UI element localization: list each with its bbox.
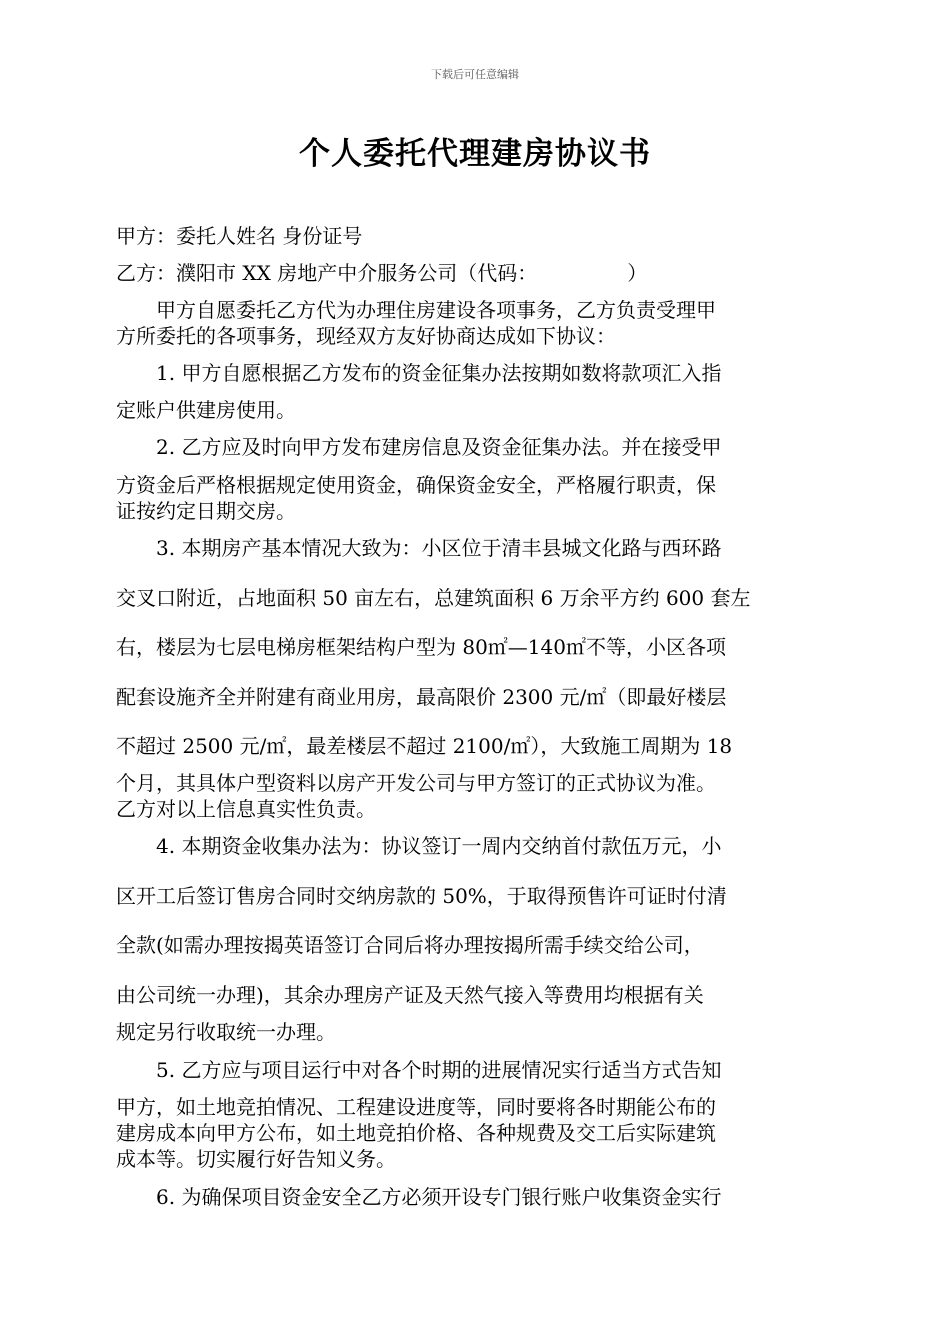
clause-5-line: 甲方，如土地竞拍情况、工程建设进度等，同时要将各时期能公布的	[116, 1095, 716, 1119]
clause-2-line: 证按约定日期交房。	[116, 499, 296, 523]
clause-4-line: 4. 本期资金收集办法为：协议签订一周内交纳首付款伍万元，小	[116, 834, 722, 858]
clause-3-line: 3. 本期房产基本情况大致为：小区位于清丰县城文化路与西环路	[116, 536, 722, 560]
clause-5-line: 成本等。切实履行好告知义务。	[116, 1147, 396, 1171]
clause-3-line: 个月，其具体户型资料以房产开发公司与甲方签订的正式协议为准。	[116, 771, 716, 795]
party-b-line: 乙方：濮阳市 XX 房地产中介服务公司（代码： ）	[116, 261, 648, 285]
clause-4-line: 全款(如需办理按揭英语签订合同后将办理按揭所需手续交给公司，	[116, 933, 704, 957]
clause-3-line: 配套设施齐全并附建有商业用房，最高限价 2300 元/㎡（即最好楼层	[116, 685, 727, 709]
clause-1-line: 1. 甲方自愿根据乙方发布的资金征集办法按期如数将款项汇入指	[116, 361, 722, 385]
clause-3-line: 不超过 2500 元/㎡，最差楼层不超过 2100/㎡），大致施工周期为 18	[116, 734, 733, 758]
clause-6-line: 6. 为确保项目资金安全乙方必须开设专门银行账户收集资金实行	[116, 1185, 722, 1209]
clause-5-line: 5. 乙方应与项目运行中对各个时期的进展情况实行适当方式告知	[116, 1058, 722, 1082]
clause-2-line: 方资金后严格根据规定使用资金，确保资金安全，严格履行职责，保	[116, 473, 716, 497]
intro-line: 甲方自愿委托乙方代为办理住房建设各项事务，乙方负责受理甲	[116, 298, 716, 322]
clause-5-line: 建房成本向甲方公布，如土地竞拍价格、各种规费及交工后实际建筑	[116, 1121, 716, 1145]
clause-4-line: 区开工后签订售房合同时交纳房款的 50%，于取得预售许可证时付清	[116, 884, 727, 908]
clause-4-line: 规定另行收取统一办理。	[116, 1020, 336, 1044]
document-title: 个人委托代理建房协议书	[299, 136, 651, 172]
clause-1-line: 定账户供建房使用。	[116, 398, 296, 422]
clause-4-line: 由公司统一办理)，其余办理房产证及天然气接入等费用均根据有关	[116, 983, 704, 1007]
page-header: 下载后可任意编辑	[431, 68, 519, 81]
clause-3-line: 交叉口附近，占地面积 50 亩左右，总建筑面积 6 万余平方约 600 套左	[116, 586, 751, 610]
clause-3-line: 乙方对以上信息真实性负责。	[116, 797, 376, 821]
intro-line: 方所委托的各项事务，现经双方友好协商达成如下协议：	[116, 324, 616, 348]
clause-2-line: 2. 乙方应及时向甲方发布建房信息及资金征集办法。并在接受甲	[116, 435, 722, 459]
clause-3-line: 右，楼层为七层电梯房框架结构户型为 80㎡—140㎡不等，小区各项	[116, 635, 726, 659]
party-a-line: 甲方：委托人姓名 身份证号	[116, 224, 363, 248]
